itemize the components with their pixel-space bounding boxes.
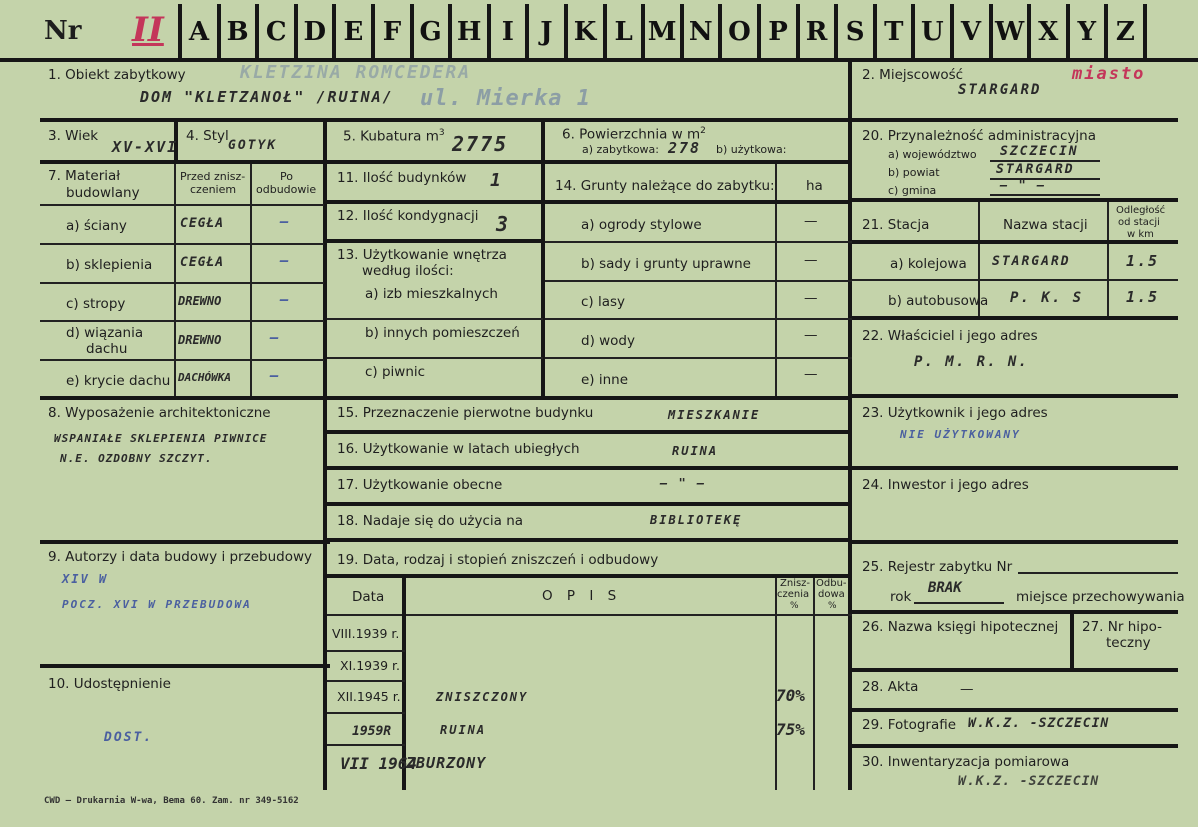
f7-col2-l1: Po bbox=[280, 170, 293, 183]
f27-label-l2: teczny bbox=[1106, 635, 1151, 651]
f7-col1-l1: Przed znisz- bbox=[180, 170, 246, 183]
f7-row-d-label-l1: d) wiązania bbox=[66, 325, 144, 341]
f9-label: 9. Autorzy i data budowy i przebudowy bbox=[48, 549, 312, 565]
letter-cell-n: N bbox=[688, 17, 713, 47]
f12-label: 12. Ilość kondygnacji bbox=[337, 208, 479, 224]
f15-label: 15. Przeznaczenie pierwotne budynku bbox=[337, 405, 594, 421]
f22-value: P. M. R. N. bbox=[914, 354, 1029, 370]
f14-row-b-label: b) sady i grunty uprawne bbox=[581, 256, 751, 272]
f1-handwriting-top: KLETZINA ROMCEDERA bbox=[240, 62, 472, 83]
f19-label: 19. Data, rodzaj i stopień zniszczeń i odbudowy bbox=[337, 552, 659, 568]
f13-a: a) izb mieszkalnych bbox=[365, 286, 498, 302]
f19-col-o-l3: % bbox=[828, 601, 837, 611]
f1-label: 1. Obiekt zabytkowy bbox=[48, 67, 186, 83]
f1-value: DOM "KLETZANOŁ" /RUINA/ bbox=[140, 88, 394, 106]
f17-value: — " — bbox=[660, 476, 707, 490]
f26-label: 26. Nazwa księgi hipotecznej bbox=[862, 619, 1059, 635]
f19-row3-date: XII.1945 r. bbox=[337, 689, 401, 704]
letter-cell-t: T bbox=[884, 17, 904, 47]
f23-value: NIE UŻYTKOWANY bbox=[900, 428, 1021, 441]
f21-col2: Nazwa stacji bbox=[1003, 217, 1088, 233]
f19-col-z-l1: Znisz- bbox=[780, 578, 811, 589]
f19-row5-date: VII 1964 bbox=[340, 754, 418, 773]
f7-row-c-after: — bbox=[280, 292, 291, 308]
f15-value: MIESZKANIE bbox=[668, 408, 761, 422]
f20-b-label: b) powiat bbox=[888, 166, 940, 179]
f23-label: 23. Użytkownik i jego adres bbox=[862, 405, 1048, 421]
f19-row4-pct: 75% bbox=[776, 720, 805, 739]
f18-label: 18. Nadaje się do użycia na bbox=[337, 513, 524, 529]
f21-a-label: a) kolejowa bbox=[890, 256, 967, 272]
f4-label: 4. Styl bbox=[186, 128, 229, 144]
f20-c-value: — " — bbox=[1000, 178, 1047, 192]
letter-cell-j: J bbox=[540, 17, 553, 47]
f7-row-c-before: DREWNO bbox=[178, 294, 222, 308]
letter-cell-d: D bbox=[303, 17, 327, 47]
f7-row-a-before: CEGŁA bbox=[180, 216, 225, 231]
letter-cell-x: X bbox=[1038, 17, 1059, 47]
f21-b-name: P. K. S bbox=[1010, 290, 1084, 306]
f25-rok-label: rok bbox=[890, 589, 912, 605]
printer-imprint: CWD — Drukarnia W-wa, Bema 60. Zam. nr 349-5162 bbox=[44, 796, 299, 806]
f8-label: 8. Wyposażenie architektoniczne bbox=[48, 405, 271, 421]
f20-label: 20. Przynależność administracyjna bbox=[862, 128, 1097, 144]
f2-label: 2. Miejscowość bbox=[862, 67, 964, 83]
f20-a-value: SZCZECIN bbox=[1000, 144, 1079, 159]
f29-value: W.K.Z. -SZCZECIN bbox=[968, 716, 1110, 731]
f19-row2-date: XI.1939 r. bbox=[340, 658, 400, 673]
f13-c: c) piwnic bbox=[365, 364, 426, 380]
letter-cell-h: H bbox=[456, 17, 482, 47]
f16-label: 16. Użytkowanie w latach ubiegłych bbox=[337, 441, 580, 457]
letter-cell-b: B bbox=[226, 17, 249, 47]
f12-value: 3 bbox=[496, 212, 511, 236]
f19-col-opis: O P I S bbox=[542, 588, 622, 604]
letter-cell-p: P bbox=[768, 17, 788, 47]
letter-cell-y: Y bbox=[1077, 17, 1097, 47]
f20-a-label: a) województwo bbox=[888, 148, 977, 161]
f7-row-d-before: DREWNO bbox=[178, 333, 222, 347]
f14-row-c-label: c) lasy bbox=[581, 294, 626, 310]
f14-row-e-value: — bbox=[804, 366, 818, 382]
f14-row-a-value: — bbox=[804, 213, 818, 229]
f14-row-a-label: a) ogrody stylowe bbox=[581, 217, 702, 233]
f21-col3-l2: od stacji bbox=[1118, 217, 1160, 228]
letter-cell-v: V bbox=[960, 17, 982, 47]
letter-cell-a: A bbox=[188, 17, 210, 47]
f6-a-value: 278 bbox=[668, 139, 702, 157]
f21-b-label: b) autobusowa bbox=[888, 293, 989, 309]
f14-row-d-label: d) wody bbox=[581, 333, 635, 349]
letter-cell-m: M bbox=[647, 17, 677, 47]
f14-row-c-value: — bbox=[804, 290, 818, 306]
f25-miejsce: miejsce przechowywania bbox=[1016, 589, 1185, 605]
letter-cell-i: I bbox=[501, 17, 514, 47]
f19-row1-date: VIII.1939 r. bbox=[332, 626, 400, 641]
letter-cell-f: F bbox=[382, 17, 402, 47]
f5-label: 5. Kubatura $m^3$ bbox=[343, 128, 445, 145]
f11-label: 11. Ilość budynków bbox=[337, 170, 467, 186]
f30-value: W.K.Z. -SZCZECIN bbox=[958, 774, 1100, 789]
f13-label-l1: 13. Użytkowanie wnętrza bbox=[337, 247, 507, 263]
letter-cell-o: O bbox=[728, 17, 751, 47]
f21-col3-l3: w km bbox=[1127, 229, 1154, 240]
f21-a-name: STARGARD bbox=[992, 254, 1071, 269]
f8-value-l1: WSPANIAŁE SKLEPIENIA PIWNICE bbox=[54, 432, 268, 445]
f21-a-km: 1.5 bbox=[1126, 252, 1160, 270]
f7-row-e-label: e) krycie dachu bbox=[66, 373, 171, 389]
f19-row3-opis: ZNISZCZONY bbox=[436, 690, 529, 704]
f7-row-b-after: — bbox=[280, 253, 291, 269]
letter-cell-r: R bbox=[805, 17, 828, 47]
f14-row-b-value: — bbox=[804, 252, 818, 268]
letter-cell-u: U bbox=[921, 17, 944, 47]
letter-cell-s: S bbox=[845, 17, 865, 47]
f19-col-o-l2: dowa bbox=[818, 589, 845, 600]
f25-rok-value: BRAK bbox=[928, 580, 962, 596]
f2-note: miasto bbox=[1072, 64, 1146, 84]
f4-value: GOTYK bbox=[228, 138, 278, 153]
f22-label: 22. Właściciel i jego adres bbox=[862, 328, 1038, 344]
letter-cell-l: L bbox=[614, 17, 633, 47]
f27-label-l1: 27. Nr hipo- bbox=[1082, 619, 1162, 635]
f9-value-l1: XIV W bbox=[62, 572, 109, 586]
letter-cell-g: G bbox=[419, 17, 442, 47]
f16-value: RUINA bbox=[672, 444, 719, 458]
f9-value-l2: POCZ. XVI W PRZEBUDOWA bbox=[62, 598, 252, 611]
f19-col-z-l2: czenia bbox=[777, 589, 810, 600]
letter-cell-w: W bbox=[994, 17, 1025, 47]
f19-row4-opis: RUINA bbox=[440, 723, 487, 737]
f7-row-a-label: a) ściany bbox=[66, 218, 127, 234]
letter-cell-e: E bbox=[343, 17, 364, 47]
letter-cell-k: K bbox=[573, 17, 597, 47]
f13-label-l2: według ilości: bbox=[362, 263, 454, 279]
f21-label: 21. Stacja bbox=[862, 217, 930, 233]
f6-label: 6. Powierzchnia w $m^2$ bbox=[562, 126, 706, 143]
f7-row-e-after: — bbox=[270, 368, 281, 384]
f20-c-label: c) gmina bbox=[888, 184, 937, 197]
f6-b-label: b) użytkowa: bbox=[716, 143, 787, 156]
f3-value: XV-XVI bbox=[112, 138, 179, 156]
f17-label: 17. Użytkowanie obecne bbox=[337, 477, 503, 493]
f6-a-label: a) zabytkowa: bbox=[582, 143, 659, 156]
f25-label: 25. Rejestr zabytku Nr bbox=[862, 559, 1013, 575]
f30-label: 30. Inwentaryzacja pomiarowa bbox=[862, 754, 1070, 770]
f28-label: 28. Akta bbox=[862, 679, 919, 695]
f8-value-l2: N.E. OZDOBNY SZCZYT. bbox=[60, 452, 213, 465]
f14-label: 14. Grunty należące do zabytku: bbox=[555, 178, 775, 194]
f1-extra: ul. Mierka 1 bbox=[420, 86, 591, 111]
f10-label: 10. Udostępnienie bbox=[48, 676, 171, 692]
f7-row-c-label: c) stropy bbox=[66, 296, 126, 312]
f10-value: DOST. bbox=[104, 730, 154, 745]
f14-row-e-label: e) inne bbox=[581, 372, 629, 388]
f7-label-l1: 7. Materiał bbox=[48, 168, 121, 184]
f7-col1-l2: czeniem bbox=[190, 183, 237, 196]
f7-label-l2: budowlany bbox=[66, 185, 140, 201]
f19-row3-pct: 70% bbox=[776, 686, 805, 705]
f7-row-e-before: DACHÓWKA bbox=[178, 371, 231, 384]
f19-row5-opis: ZBURZONY bbox=[406, 754, 487, 772]
f7-row-a-after: — bbox=[280, 214, 291, 230]
f19-col-o-l1: Odbu- bbox=[816, 578, 847, 589]
nr-label: Nr bbox=[44, 16, 82, 46]
f3-label: 3. Wiek bbox=[48, 128, 99, 144]
f28-value: — bbox=[960, 681, 974, 697]
letter-cell-c: C bbox=[265, 17, 287, 47]
nr-value: II bbox=[132, 10, 164, 50]
f7-row-d-label-l2: dachu bbox=[86, 341, 128, 357]
f7-row-b-before: CEGŁA bbox=[180, 255, 225, 270]
f21-col3-l1: Odległość bbox=[1116, 205, 1166, 216]
f5-value: 2775 bbox=[452, 132, 509, 156]
f14-unit: ha bbox=[806, 178, 823, 194]
f29-label: 29. Fotografie bbox=[862, 717, 957, 733]
f19-row4-date: 1959R bbox=[352, 724, 392, 739]
f2-value: STARGARD bbox=[958, 82, 1042, 98]
f19-col-date: Data bbox=[352, 589, 385, 605]
f19-col-z-l3: % bbox=[790, 601, 799, 611]
f18-value: BIBLIOTEKĘ bbox=[650, 513, 743, 527]
f20-b-value: STARGARD bbox=[996, 162, 1075, 177]
f7-col2-l2: odbudowie bbox=[256, 183, 317, 196]
f24-label: 24. Inwestor i jego adres bbox=[862, 477, 1029, 493]
f11-value: 1 bbox=[490, 170, 503, 191]
f7-row-b-label: b) sklepienia bbox=[66, 257, 153, 273]
f13-b: b) innych pomieszczeń bbox=[365, 325, 520, 341]
f7-row-d-after: — bbox=[270, 330, 281, 346]
letter-cell-z: Z bbox=[1115, 17, 1135, 47]
f21-b-km: 1.5 bbox=[1126, 288, 1160, 306]
f14-row-d-value: — bbox=[804, 327, 818, 343]
